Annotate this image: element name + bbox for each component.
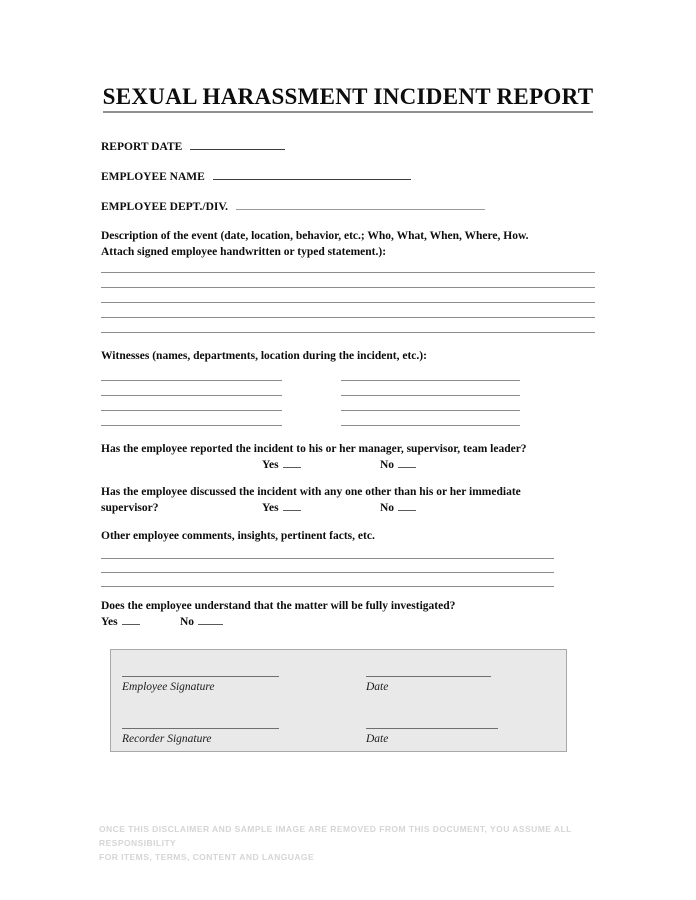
witnesses-label: Witnesses (names, departments, location during the incident, etc.): <box>101 350 427 362</box>
yes-label: Yes <box>101 616 118 628</box>
disclaimer-line2: FOR ITEMS, TERMS, CONTENT AND LANGUAGE <box>99 852 315 862</box>
employee-name-input[interactable] <box>213 169 411 180</box>
yes-label: Yes <box>262 459 279 471</box>
page-title-text: SEXUAL HARASSMENT INCIDENT REPORT <box>103 84 594 113</box>
employee-signature-line[interactable] <box>122 650 279 677</box>
comments-line[interactable] <box>101 559 554 573</box>
question-reported-no-blank[interactable] <box>398 458 416 468</box>
yes-label: Yes <box>262 502 279 514</box>
no-label: No <box>180 616 195 628</box>
question-understands-no <box>180 615 223 630</box>
question-discussed-no <box>380 501 416 516</box>
question-reported-text: Has the employee reported the incident to his or her manager, supervisor, team leader? <box>101 443 527 455</box>
question-discussed-yes-blank[interactable] <box>283 501 301 511</box>
description-lines <box>101 258 595 333</box>
no-label: No <box>380 502 395 514</box>
witness-line[interactable] <box>101 397 282 411</box>
witness-line[interactable] <box>101 412 282 426</box>
description-line[interactable] <box>101 303 595 318</box>
question-reported-answers <box>101 458 595 473</box>
description-label-line2: Attach signed employee handwritten or typed statement.): <box>101 245 387 258</box>
recorder-signature-label: Recorder Signature <box>122 733 212 745</box>
question-reported-no <box>380 458 416 473</box>
recorder-date-line[interactable] <box>366 702 498 729</box>
page-title <box>101 84 595 110</box>
report-date-field <box>101 139 661 155</box>
employee-dept-label: EMPLOYEE DEPT./DIV. <box>101 201 229 213</box>
witnesses-lines <box>101 367 595 427</box>
witness-line[interactable] <box>341 367 520 381</box>
question-understands-yes <box>101 615 140 630</box>
no-label: No <box>380 459 395 471</box>
witness-row <box>101 367 595 382</box>
recorder-signature-line[interactable] <box>122 702 279 729</box>
witness-row <box>101 412 595 427</box>
description-label-line1: Description of the event (date, location, behavior, etc.; Who, What, When, Where, How. <box>101 230 529 242</box>
question-understands-answers <box>101 615 595 630</box>
question-discussed-no-blank[interactable] <box>398 501 416 511</box>
disclaimer-text <box>99 822 619 864</box>
description-line[interactable] <box>101 288 595 303</box>
witness-line[interactable] <box>101 382 282 396</box>
question-reported-yes <box>262 458 301 473</box>
employee-name-label: EMPLOYEE NAME <box>101 171 205 183</box>
employee-dept-input[interactable] <box>236 199 485 210</box>
question-discussed-text-line2: supervisor? <box>101 502 159 514</box>
description-line[interactable] <box>101 318 595 333</box>
witness-row <box>101 397 595 412</box>
employee-date-label: Date <box>366 681 389 693</box>
question-discussed-text: Has the employee discussed the incident with any one other than his or her immediate <box>101 486 521 498</box>
witness-line[interactable] <box>341 397 520 411</box>
description-label <box>101 229 621 260</box>
report-date-label: REPORT DATE <box>101 141 183 153</box>
description-line[interactable] <box>101 258 595 273</box>
report-date-input[interactable] <box>190 139 285 150</box>
question-reported-yes-blank[interactable] <box>283 458 301 468</box>
question-understands-yes-blank[interactable] <box>122 615 140 625</box>
comments-lines <box>101 545 595 587</box>
witness-row <box>101 382 595 397</box>
employee-name-field <box>101 169 661 185</box>
witness-line[interactable] <box>341 412 520 426</box>
comments-label: Other employee comments, insights, pertinent facts, etc. <box>101 530 375 542</box>
comments-line[interactable] <box>101 545 554 559</box>
question-discussed-yes <box>262 501 301 516</box>
description-line[interactable] <box>101 273 595 288</box>
employee-date-line[interactable] <box>366 650 491 677</box>
question-understands-no-blank[interactable] <box>198 615 223 625</box>
recorder-date-label: Date <box>366 733 389 745</box>
comments-line[interactable] <box>101 573 554 587</box>
witness-line[interactable] <box>101 367 282 381</box>
signature-box <box>110 649 567 752</box>
disclaimer-line1: ONCE THIS DISCLAIMER AND SAMPLE IMAGE ARE REMOVED FROM THIS DOCUMENT, YOU ASSUME ALL RESPONSIBILITY <box>99 824 572 848</box>
question-discussed-answers <box>101 501 595 516</box>
witness-line[interactable] <box>341 382 520 396</box>
employee-dept-field <box>101 199 661 215</box>
question-understands-text: Does the employee understand that the matter will be fully investigated? <box>101 600 456 612</box>
employee-signature-label: Employee Signature <box>122 681 215 693</box>
